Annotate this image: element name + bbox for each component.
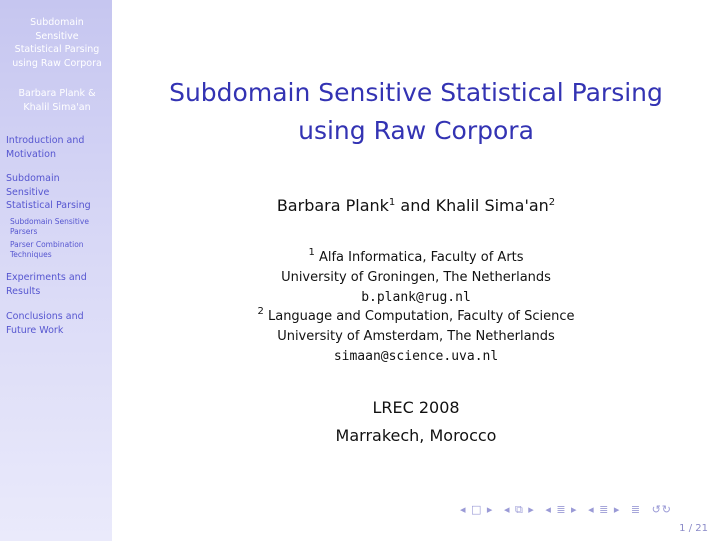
- sidebar-section-conclusions[interactable]: [6, 310, 108, 337]
- affiliation-text: Alfa Informatica, Faculty of Arts: [318, 250, 524, 265]
- affiliation-superscript: 1: [308, 247, 315, 258]
- affiliation-1-line-2: University of Groningen, The Netherlands: [281, 270, 551, 285]
- section-nav-icon[interactable]: ◂ ≣ ▸: [545, 503, 578, 516]
- slide-title-line-1: Subdomain Sensitive Statistical Parsing: [169, 78, 663, 107]
- sidebar-section-label: Sensitive: [6, 186, 50, 198]
- page-number: 1 / 21: [679, 523, 708, 534]
- author-conjunction: and: [400, 196, 431, 215]
- event-name: LREC 2008: [372, 398, 460, 417]
- sidebar-subsection-parser-combination[interactable]: [10, 240, 112, 260]
- sidebar-title-line: Sensitive: [35, 30, 79, 42]
- author-superscript: 2: [548, 197, 556, 208]
- slide-content: [112, 0, 720, 541]
- event-location: Marrakech, Morocco: [335, 426, 497, 445]
- affiliation-text: Language and Computation, Faculty of Science: [267, 309, 575, 324]
- sidebar-author-line: Khalil Sima'an: [23, 101, 91, 113]
- sidebar-subsection-subdomain-parsers[interactable]: [10, 217, 112, 237]
- sidebar-subsection-label: Parser Combination: [10, 240, 84, 249]
- author-superscript: 1: [388, 197, 396, 208]
- sidebar-author-line: Barbara Plank &: [18, 88, 96, 99]
- sidebar-navigation: [0, 0, 112, 541]
- sidebar-section-experiments[interactable]: [6, 271, 108, 298]
- sidebar-section-label: Future Work: [6, 324, 64, 336]
- frame-nav-icon[interactable]: ◂ □ ▸: [460, 503, 494, 516]
- affiliation-1-line-1: [112, 248, 720, 268]
- affiliation-2-email: simaan@science.uva.nl: [333, 349, 499, 364]
- author-name: Barbara Plank: [276, 196, 389, 215]
- sidebar-authors: [6, 87, 108, 114]
- sidebar-presentation-title[interactable]: [6, 16, 108, 70]
- sidebar-section-label: Results: [6, 285, 41, 297]
- affiliation-2-line-1: [112, 307, 720, 327]
- affiliation-1-email: b.plank@rug.nl: [361, 290, 471, 305]
- sidebar-section-label: Introduction and: [6, 135, 85, 146]
- sidebar-section-label: Motivation: [6, 148, 57, 160]
- sidebar-subsection-label: Techniques: [10, 250, 52, 259]
- search-back-forward-icon[interactable]: ↺↻: [651, 503, 673, 516]
- sidebar-section-label: Statistical Parsing: [6, 200, 91, 211]
- sidebar-section-label: Conclusions and: [6, 311, 84, 322]
- document-nav-icon[interactable]: ◂ ≣ ▸: [588, 503, 621, 516]
- author-line: [112, 196, 720, 216]
- sidebar-title-line: using Raw Corpora: [12, 57, 102, 69]
- sidebar-section-label: Subdomain: [6, 173, 60, 184]
- subsection-nav-icon[interactable]: ◂ ⧉ ▸: [503, 503, 535, 516]
- author-name: Khalil Sima'an: [435, 196, 549, 215]
- slide-title-line-2: using Raw Corpora: [298, 116, 534, 145]
- outline-icon[interactable]: ≣: [630, 503, 642, 516]
- sidebar-section-subdomain-parsing[interactable]: [6, 172, 108, 213]
- affiliation-superscript: 2: [257, 306, 264, 317]
- sidebar-title-line: Statistical Parsing: [14, 44, 100, 55]
- sidebar-section-introduction[interactable]: [6, 134, 108, 161]
- affiliation-2-line-2: University of Amsterdam, The Netherlands: [277, 329, 555, 344]
- sidebar-subsection-label: Parsers: [10, 227, 38, 236]
- sidebar-section-label: Experiments and: [6, 272, 87, 283]
- sidebar-title-line: Subdomain: [30, 17, 84, 28]
- beamer-navigation-bar: [460, 503, 678, 523]
- sidebar-subsection-label: Subdomain Sensitive: [10, 217, 89, 226]
